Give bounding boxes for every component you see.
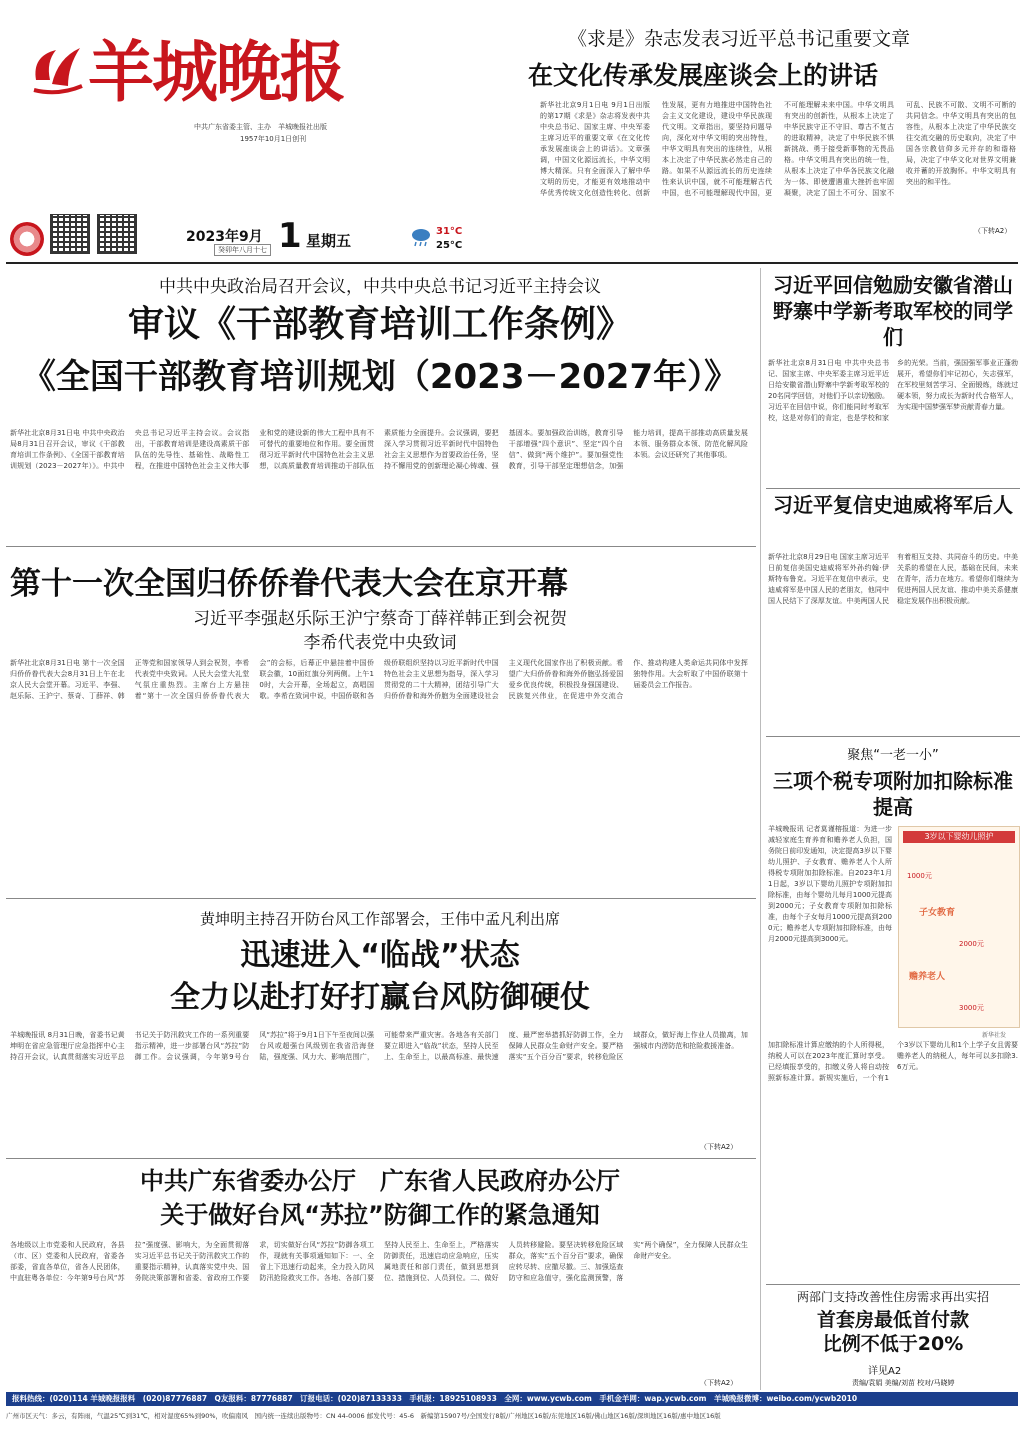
- housing-headline-1: 首套房最低首付款: [816, 1309, 969, 1331]
- infographic-amount: 1000元: [907, 872, 932, 880]
- weekday: 星期五: [306, 232, 352, 250]
- housing-headline-2: 比例不低于20%: [822, 1333, 964, 1355]
- infographic-amount: 2000元: [959, 940, 984, 948]
- temp-low: 25°C: [436, 240, 463, 251]
- typhoon-headline-1: 迅速进入“临战”状态: [240, 938, 520, 973]
- notice-headline-2: 关于做好台风“苏拉”防御工作的紧急通知: [160, 1201, 600, 1229]
- tax-kicker: 聚焦“一老一小”: [847, 748, 939, 763]
- politburo-kicker: 中共中央政治局召开会议，中共中央总书记习近平主持会议: [159, 277, 601, 297]
- tax-body: 羊城晚报讯 记者莫谨榕报道：为进一步减轻家庭生育养育和赡养老人负担，国务院日前印发通知，决定提高3岁以下婴幼儿照护、子女教育、赡养老人个人所得税专项附加扣除标准。自2023年1月1日起，3岁以下婴幼儿照护专项附加扣除标准，由每个婴幼儿每月1000元提高到2000元；子女教育专项附加扣除标准，由每个子女每月1000元提高到2000元；赡养老人专项附加扣除标准，由每月2000元提高到3000元。: [768, 825, 892, 943]
- footer-hotline-bar: [6, 1392, 1018, 1406]
- tax-headline: 三项个税专项附加扣除标准提高: [773, 769, 1013, 819]
- infographic-title: 3岁以下婴幼儿照护: [903, 831, 1015, 843]
- lunar-date: 癸卯年八月十七: [214, 244, 271, 256]
- letter-body: 新华社北京8月31日电 中共中央总书记、国家主席、中央军委主席习近平近日给安徽省潜山野寨中学新考取军校的20名同学回信，对他们予以亲切勉励。习近平在回信中说，你们能同时考取军校，这是对你们的肯定，也是学校和家乡的光荣。当前，强国强军事业正蓬勃展开，希望你们牢记初心，矢志强军，在军校里刻苦学习、全面锻炼，练就过硬本领，努力成长为新时代合格军人，为实现中国梦强军梦贡献青春力量。: [768, 359, 1018, 422]
- infographic-credit: 新华社发: [982, 1032, 1007, 1039]
- issue-date: 2023年9月: [186, 229, 263, 245]
- politburo-headline-1: 审议《干部教育培训工作条例》: [127, 304, 632, 345]
- weather-cloud-rain-icon: [410, 226, 432, 248]
- infographic-amount: 3000元: [959, 1004, 984, 1012]
- overseas-headline: 第十一次全国归侨侨眷代表大会在京开幕: [10, 566, 568, 602]
- qr-code-icon: [50, 214, 90, 254]
- notice-body: 各地级以上市党委和人民政府，各县（市、区）党委和人民政府，省委各部委，省直各单位，省各人民团体，中直驻粤各单位：今年第9号台风“苏拉”强度强、影响大，为全面贯彻落实习近平总书记关于防汛救灾工作的重要指示精神，认真落实党中央、国务院决策部署和省委、省政府工作要求，切实做好台风“苏拉”防御各项工作，现就有关事项通知如下：一、全省上下迅速行动起来，全力投入防风防汛抢险救灾工作。各地、各部门要坚持人民至上、生命至上，严格落实防御责任，迅速启动应急响应，压实属地责任和部门责任，做到思想到位、措施到位、人员到位。二、做好人员转移避险。要坚决转移危险区域群众，落实“五个百分百”要求，确保应转尽转、应撤尽撤。三、加强巡查防守和应急值守，强化监测预警，落实“两个确保”，全力保障人民群众生命财产安全。: [10, 1241, 748, 1282]
- overseas-body: 新华社北京8月31日电 第十一次全国归侨侨眷代表大会8月31日上午在北京人民大会堂开幕。习近平、李强、赵乐际、王沪宁、蔡奇、丁薛祥、韩正等党和国家领导人到会祝贺，李希代表党中央致词。人民大会堂大礼堂气氛庄重热烈。主席台上方悬挂着“第十一次全国归侨侨眷代表大会”的会标，后幕正中悬挂着中国侨联会徽，10面红旗分列两侧。上午10时，大会开幕，全场起立，高唱国歌。李希在致词中说，中国侨联和各级侨联组织坚持以习近平新时代中国特色社会主义思想为指导，深入学习贯彻党的二十大精神，团结引导广大归侨侨眷和海外侨胞为全面建设社会主义现代化国家作出了积极贡献。希望广大归侨侨眷和海外侨胞弘扬爱国爱乡优良传统，积极投身强国建设、民族复兴伟业，在促进中外交流合作、推动构建人类命运共同体中发挥独特作用。大会听取了中国侨联第十届委员会工作报告。: [10, 659, 748, 700]
- politburo-headline-2: 《全国干部教育培训规划（2023－2027年）》: [21, 357, 739, 397]
- typhoon-kicker: 黄坤明主持召开防台风工作部署会，王伟中孟凡利出席: [199, 910, 560, 928]
- infographic-item: 子女教育: [919, 908, 956, 918]
- top-story-continued: （下转A2）: [974, 227, 1012, 235]
- qr-code-icon: [97, 214, 137, 254]
- overseas-subhead-1: 习近平李强赵乐际王沪宁蔡奇丁薛祥韩正到会祝贺: [193, 609, 567, 629]
- footer-info: 广州市区天气：多云，有阵雨，气温25℃到31℃，相对湿度65%到90%，吹偏南风 国内统一连续出版物号：CN 44-0006 邮发代号：45-6 新编第15907号/全国发行8版/广州地区16版/东莞地区16版/佛山地区16版/深圳地区16版/惠中地区16版: [6, 1412, 721, 1420]
- tax-body-continued: 加扣除标准计算应缴纳的个人所得税，纳税人可以在2023年度汇算时享受。已经填报享受的，扣缴义务人将自动按照新标准计算。新规实施后，一个有1个3岁以下婴幼儿和1个上学子女且需要赡养老人的纳税人，每年可以多扣除3.6万元。: [768, 1041, 1018, 1082]
- temp-high: 31°C: [436, 226, 463, 237]
- letter-headline: 习近平回信勉励安徽省潜山野寨中学新考取军校的同学们: [773, 273, 1013, 349]
- notice-headline-1: 中共广东省委办公厅 广东省人民政府办公厅: [140, 1167, 620, 1195]
- founding-date: 1957年10月1日创刊: [240, 135, 307, 143]
- masthead: [28, 24, 344, 184]
- editors-credit: 责编/袁娟 美编/刘苗 校对/马晓婷: [852, 1379, 955, 1387]
- typhoon-continued: （下转A2）: [700, 1143, 738, 1151]
- typhoon-headline-2: 全力以赴打好打赢台风防御硬仗: [170, 980, 590, 1015]
- top-story-headline: 在文化传承发展座谈会上的讲话: [528, 61, 879, 90]
- housing-kicker: 两部门支持改善性住房需求再出实招: [796, 1290, 989, 1304]
- top-story-body: 新华社北京9月1日电 9月1日出版的第17期《求是》杂志将发表中共中央总书记、国家主席、中央军委主席习近平的重要文章《在文化传承发展座谈会上的讲话》。文章强调，中国文化源远流长，中华文明博大精深。只有全面深入了解中华文明的历史，才能更有效地推动中华优秀传统文化创造性转化、创新性发展，更有力地推进中国特色社会主义文化建设，建设中华民族现代文明。文章指出，要坚持问题导向，深化对中华文明的突出特性，中华文明具有突出的连续性，从根本上决定了中华民族必然走自己的路。如果不从源远流长的历史连续性来认识中国，就不可能理解古代中国，也不可能理解现代中国，更不可能理解未来中国。中华文明具有突出的创新性，从根本上决定了中华民族守正不守旧、尊古不复古的进取精神，决定了中华民族不惧新挑战、勇于接受新事物的无畏品格。中华文明具有突出的统一性，从根本上决定了中华各民族文化融为一体、即使遭遇重大挫折也牢固凝聚，决定了国土不可分、国家不可乱、民族不可散、文明不可断的共同信念。中华文明具有突出的包容性，从根本上决定了中华民族交往交流交融的历史取向，决定了中国各宗教信仰多元并存的和谐格局，决定了中华文化对世界文明兼收并蓄的开放胸怀。中华文明具有突出的和平性。: [540, 101, 1016, 197]
- overseas-subhead-2: 李希代表党中央致词: [303, 633, 457, 653]
- footer-hotlines: 报料热线：(020)114 羊城晚报报料 (020)87776887 Q友报料：87776887 订报电话：(020)87133333 手机报：18925108933 全网：www.ycwb.com 手机金羊网：wap.ycwb.com 羊城晚报微博：weibo.com/ycwb2010: [12, 1394, 858, 1403]
- notice-continued: （下转A2）: [700, 1379, 738, 1387]
- emblem-icon: [10, 222, 44, 256]
- tax-infographic: [898, 826, 1020, 1028]
- typhoon-body: 羊城晚报讯 8月31日晚，省委书记黄坤明在省应急管理厅应急指挥中心主持召开会议，认真贯彻落实习近平总书记关于防汛救灾工作的一系列重要指示精神，进一步部署台风“苏拉”防御工作。会议强调，今年第9号台风“苏拉”将于9月1日下午至夜间以强台风或超强台风级别在我省沿海登陆，强度强、风力大、影响范围广，可能带来严重灾害。各地各有关部门要立即进入“临战”状态，坚持人民至上、生命至上，以最高标准、最快速度、最严密举措抓好防御工作，全力保障人民群众生命财产安全。要严格落实“五个百分百”要求，转移危险区域群众，做好海上作业人员撤离，加强城市内涝防范和抢险救援准备。: [10, 1031, 748, 1061]
- newspaper-logo-icon: [28, 40, 90, 100]
- top-story-kicker: 《求是》杂志发表习近平总书记重要文章: [568, 28, 911, 50]
- stilwell-headline: 习近平复信史迪威将军后人: [773, 493, 1013, 517]
- politburo-body: 新华社北京8月31日电 中共中央政治局8月31日召开会议，审议《干部教育培训工作条例》、《全国干部教育培训规划（2023－2027年）》。中共中央总书记习近平主持会议。会议指出，干部教育培训是建设高素质干部队伍的先导性、基础性、战略性工程，在推进中国特色社会主义伟大事业和党的建设新的伟大工程中具有不可替代的重要地位和作用。要全面贯彻习近平新时代中国特色社会主义思想，以高质量教育培训推动干部队伍素质能力全面提升。会议强调，要把深入学习贯彻习近平新时代中国特色社会主义思想作为首要政治任务，坚持不懈用党的创新理论凝心铸魂、强基固本。要加强政治训练，教育引导干部增强“四个意识”、坚定“四个自信”、做到“两个维护”。要加强党性教育，引导干部坚定理想信念，加强能力培训，提高干部推动高质量发展本领、服务群众本领、防范化解风险本领。会议还研究了其他事项。: [10, 429, 748, 470]
- infographic-item: 赡养老人: [909, 972, 946, 982]
- stilwell-body: 新华社北京8月29日电 国家主席习近平日前复信美国史迪威将军外孙约翰·伊斯特布鲁克。习近平在复信中表示，史迪威将军是中国人民的老朋友，他同中国人民结下了深厚友谊。中美两国人民有着相互支持、共同奋斗的历史。中美关系的希望在人民，基础在民间，未来在青年，活力在地方。希望你们继续为促进两国人民友谊、推动中美关系健康稳定发展作出积极贡献。: [768, 553, 1018, 605]
- issue-day: 1: [278, 216, 302, 256]
- masthead-title: 羊城晚报: [88, 33, 344, 111]
- housing-ref: 详见A2: [868, 1366, 902, 1377]
- publisher-line: 中共广东省委主管、主办 羊城晚报社出版: [194, 123, 327, 131]
